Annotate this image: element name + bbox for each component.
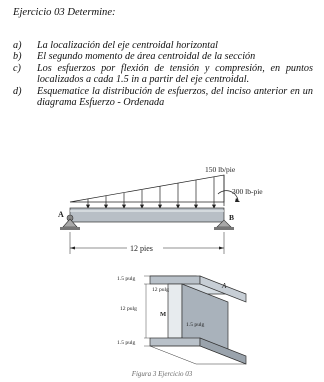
exercise-title: Ejercicio 03 Determine: (13, 7, 116, 18)
task-item-d (13, 86, 313, 109)
load-label-right: 300 lb-pie (232, 187, 263, 196)
task-item-b (13, 51, 313, 62)
moment-label-m: M (160, 311, 167, 318)
beam-body (70, 208, 224, 222)
task-item-a (13, 40, 313, 51)
span-label: 12 pies (130, 244, 153, 253)
dim-web-thickness: 1.5 pulg (186, 322, 205, 328)
distributed-load-shape (70, 175, 224, 202)
i-section-drawing (117, 276, 246, 364)
task-marker: d) (13, 85, 22, 97)
figure-beam-and-section (0, 160, 324, 370)
dim-top-flange-thickness: 1.5 pulg (117, 276, 136, 282)
load-label-left: 150 lb/pie (205, 165, 236, 174)
support-label-a: A (58, 210, 64, 219)
beam-diagram (58, 165, 263, 254)
task-text: La localización del eje centroidal horizontal (37, 40, 218, 51)
dim-flange-width: 12 pulg (152, 287, 169, 293)
support-label-b: B (229, 213, 235, 222)
task-marker: c) (13, 62, 21, 74)
task-text: El segundo momento de área centroidal de la sección (37, 51, 256, 63)
task-marker: a) (13, 40, 22, 51)
figure-caption: Figura 3 Ejercicio 03 (131, 370, 193, 378)
task-list (13, 40, 313, 108)
task-marker: b) (13, 51, 22, 63)
section-label-a: A (222, 282, 227, 290)
dim-web-height: 12 pulg (120, 306, 137, 312)
task-item-c (13, 63, 313, 86)
load-arrows (87, 175, 225, 208)
task-text: Los esfuerzos por flexión de tensión y compresión, en puntos localizados a cada 1.5 in a partir del eje centroidal. (37, 62, 313, 86)
task-text: Esquematice la distribución de esfuerzos, del inciso anterior en un diagrama Esfuerzo - Ordenada (37, 85, 313, 109)
dim-bottom-flange-thickness: 1.5 pulg (117, 340, 136, 346)
